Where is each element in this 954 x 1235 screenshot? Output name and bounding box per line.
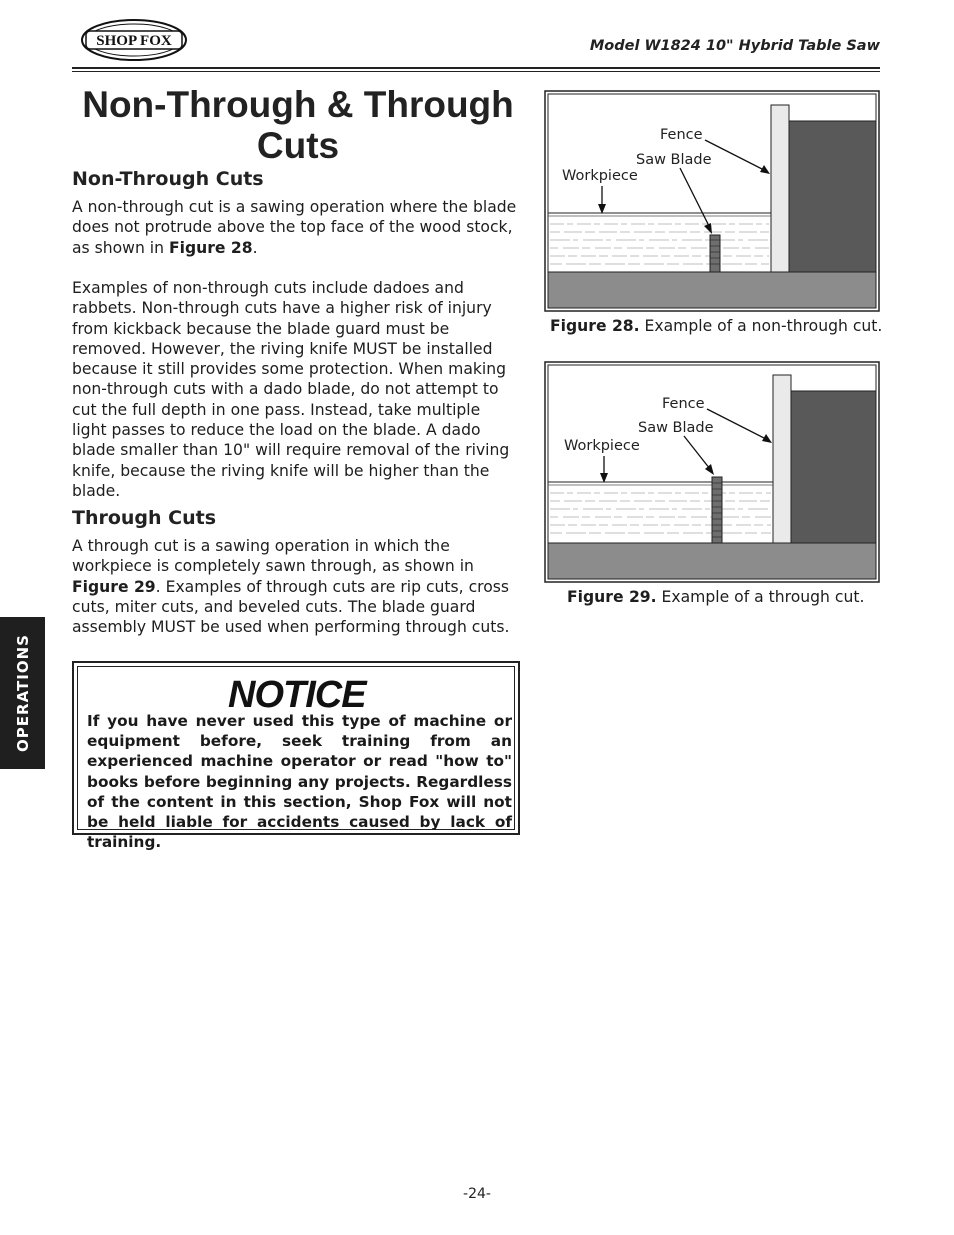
caption-ref: Figure 29. bbox=[567, 588, 657, 606]
logo-text: SHOP FOX bbox=[96, 33, 172, 49]
text-run: A non-through cut is a sawing operation where the blade does not protrude above the top face of the wood stock, as shown in bbox=[72, 198, 517, 257]
figure-29-caption bbox=[567, 588, 864, 606]
non-through-heading: Non-Through Cuts bbox=[72, 168, 264, 190]
fence-face bbox=[773, 375, 791, 543]
saw-blade bbox=[712, 477, 722, 543]
fence-body bbox=[789, 121, 876, 272]
text-run: . Examples of through cuts are rip cuts, cross cuts, miter cuts, and beveled cuts. The blade guard assembly MUST be used when performing through cuts. bbox=[72, 577, 510, 637]
figure-29-diagram bbox=[544, 361, 880, 583]
page-title bbox=[72, 84, 524, 166]
fence-label: Fence bbox=[660, 127, 703, 143]
figure-29-reference: Figure 29 bbox=[72, 577, 156, 596]
workpiece-label: Workpiece bbox=[564, 438, 640, 454]
saw-blade-label: Saw Blade bbox=[638, 420, 714, 436]
table-surface bbox=[548, 543, 876, 579]
header-rule-thin bbox=[72, 71, 880, 72]
caption-ref: Figure 28. bbox=[550, 317, 640, 335]
figure-28-reference: Figure 28 bbox=[168, 238, 253, 257]
through-paragraph bbox=[72, 536, 519, 637]
through-heading: Through Cuts bbox=[72, 507, 217, 529]
fence-face bbox=[771, 105, 789, 272]
shop-fox-logo bbox=[80, 18, 188, 62]
non-through-paragraph-2: Examples of non-through cuts include dadoes and rabbets. Non-through cuts have a higher risk of injury from kickback because the blade guard must be removed. However, the riving knife MUST be installed because it still provides some protection. When making non-through cuts with a dado blade, do not attempt to cut the full depth in one pass. Instead, take multiple light passes to reduce the load on the blade. A dado blade smaller than 10" will require removal of the riving knife, because the riving knife will be higher than the blade. bbox=[72, 279, 510, 500]
figure-28-caption bbox=[550, 317, 882, 335]
fence-label: Fence bbox=[662, 396, 705, 412]
header-rule bbox=[72, 67, 880, 69]
model-title: Model W1824 10" Hybrid Table Saw bbox=[589, 38, 880, 54]
workpiece bbox=[548, 213, 771, 272]
page-title-line2: Cuts bbox=[256, 125, 340, 166]
non-through-paragraph-1 bbox=[72, 197, 519, 258]
figure-28-diagram bbox=[544, 90, 880, 312]
text-run: . bbox=[252, 238, 258, 257]
workpiece bbox=[548, 482, 773, 543]
page-number: -24- bbox=[463, 1186, 491, 1202]
notice-text: If you have never used this type of machine or equipment before, seek training from an experienced machine operator or read "how to" books before beginning any projects. Regardless of the content in this section, Shop Fox will not be held liable for accidents caused by lack of training. bbox=[87, 712, 512, 852]
text-run: A through cut is a sawing operation in which the workpiece is completely sawn through, as shown in bbox=[72, 537, 474, 576]
notice-box bbox=[72, 661, 520, 852]
table-surface bbox=[548, 272, 876, 308]
notice-inner-border bbox=[77, 666, 515, 852]
caption-text: Example of a through cut. bbox=[656, 588, 865, 606]
workpiece-label: Workpiece bbox=[562, 168, 638, 184]
caption-text: Example of a non-through cut. bbox=[639, 317, 883, 335]
saw-blade bbox=[710, 235, 720, 272]
fence-body bbox=[791, 391, 876, 543]
notice-title: NOTICE bbox=[228, 674, 366, 716]
saw-blade-label: Saw Blade bbox=[636, 152, 712, 168]
side-tab-label: OPERATIONS bbox=[13, 634, 32, 752]
page-title-line1: Non-Through & Through bbox=[82, 84, 514, 125]
section-side-tab bbox=[0, 617, 45, 769]
